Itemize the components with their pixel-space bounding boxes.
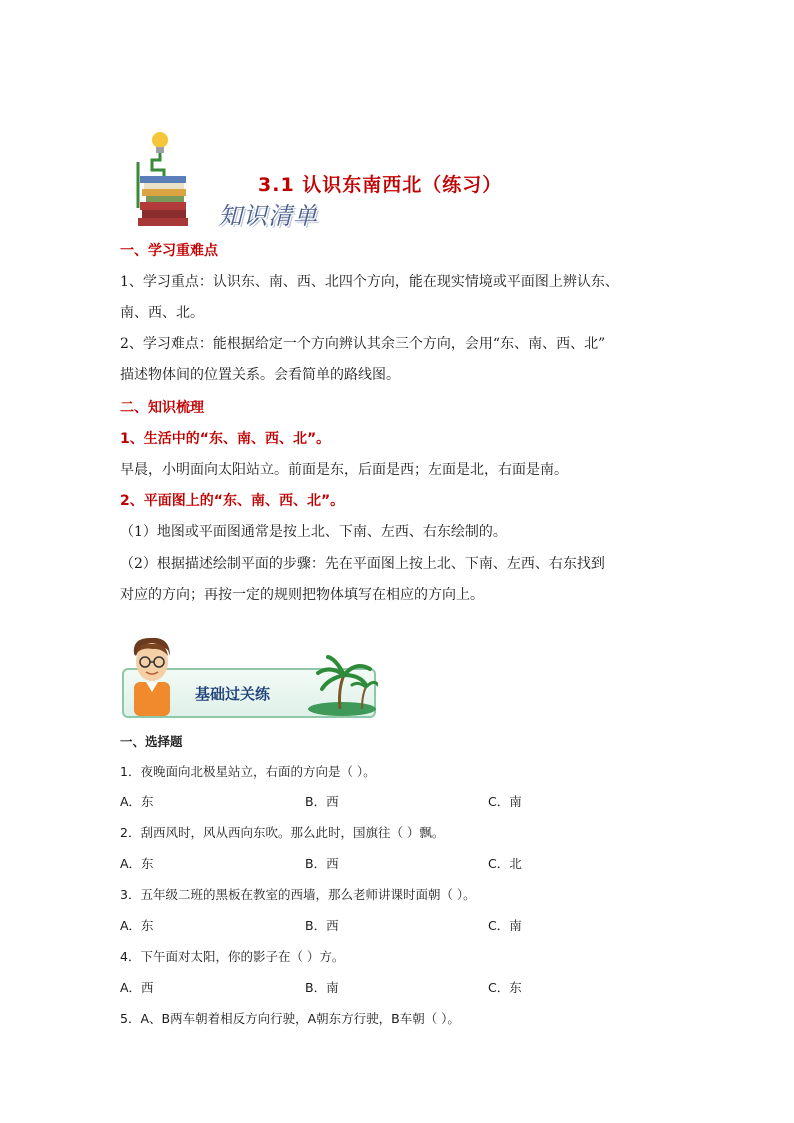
- paragraph-life-directions: 早晨，小明面向太阳站立。前面是东，后面是西；左面是北，右面是南。: [120, 462, 568, 478]
- option-c[interactable]: C．北: [488, 856, 522, 871]
- option-b[interactable]: B．西: [305, 856, 339, 871]
- option-a[interactable]: A．东: [120, 794, 154, 809]
- question-5: 5．A、B两车朝着相反方向行驶，A朝东方行驶，B车朝（ ）。: [120, 1011, 460, 1026]
- difficult-point-line: 描述物体间的位置关系。会看简单的路线图。: [120, 367, 400, 383]
- subheading-map-directions: 2、平面图上的“东、南、西、北”。: [120, 493, 345, 509]
- section-heading-multiple-choice: 一、选择题: [120, 734, 183, 749]
- option-b[interactable]: B．南: [305, 980, 339, 995]
- page-title: 3.1 认识东南西北（练习）: [258, 174, 503, 196]
- option-b[interactable]: B．西: [305, 918, 339, 933]
- subheading-life-directions: 1、生活中的“东、南、西、北”。: [120, 431, 331, 447]
- option-c[interactable]: C．南: [488, 918, 522, 933]
- option-a[interactable]: A．西: [120, 980, 154, 995]
- option-c[interactable]: C．东: [488, 980, 522, 995]
- paragraph-map-steps: （2）根据描述绘制平面的步骤：先在平面图上按上北、下南、左西、右东找到: [120, 556, 605, 572]
- teacher-avatar-icon: [120, 632, 184, 716]
- question-4: 4．下午面对太阳，你的影子在（ ）方。: [120, 949, 345, 964]
- question-1: 1．夜晚面向北极星站立，右面的方向是（ ）。: [120, 764, 376, 779]
- practice-banner-label: 基础过关练: [195, 685, 271, 703]
- difficult-point-line: 2、学习难点：能根据给定一个方向辨认其余三个方向，会用“东、南、西、北”: [120, 336, 606, 352]
- option-c[interactable]: C．南: [488, 794, 522, 809]
- books-lightbulb-icon: [130, 128, 208, 228]
- key-point-line: 1、学习重点：认识东、南、西、北四个方向，能在现实情境或平面图上辨认东、: [120, 274, 619, 290]
- palm-island-icon: [300, 655, 378, 717]
- option-a[interactable]: A．东: [120, 918, 154, 933]
- section-heading-key-points: 一、学习重难点: [120, 243, 218, 259]
- paragraph-map-steps: 对应的方向；再按一定的规则把物体填写在相应的方向上。: [120, 587, 484, 603]
- section-heading-knowledge: 二、知识梳理: [120, 400, 204, 416]
- question-2: 2．刮西风时，风从西向东吹。那么此时，国旗往（ ）飘。: [120, 825, 445, 840]
- paragraph-map-rule: （1）地图或平面图通常是按上北、下南、左西、右东绘制的。: [120, 524, 507, 540]
- knowledge-banner-text: 知识清单: [218, 202, 318, 230]
- key-point-line: 南、西、北。: [120, 305, 204, 321]
- question-3: 3．五年级二班的黑板在教室的西墙，那么老师讲课时面朝（ ）。: [120, 887, 476, 902]
- option-b[interactable]: B．西: [305, 794, 339, 809]
- option-a[interactable]: A．东: [120, 856, 154, 871]
